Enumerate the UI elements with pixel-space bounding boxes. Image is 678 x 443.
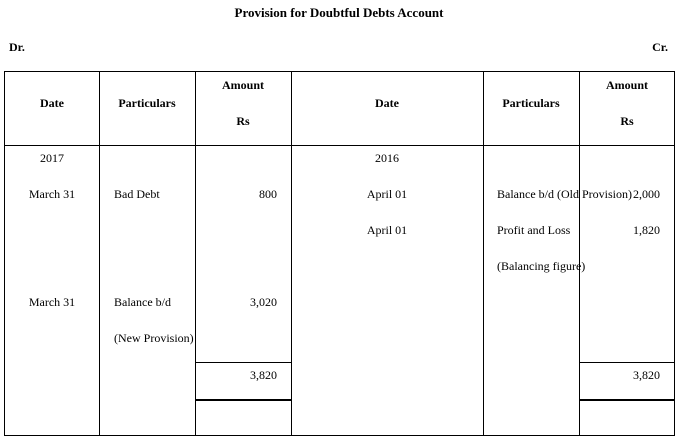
debit-entry-1-particulars: Bad Debt <box>114 187 160 201</box>
debit-entry-2-date: March 31 <box>28 295 76 309</box>
credit-entry-2-note: (Balancing figure) <box>497 259 586 273</box>
header-date-credit: Date <box>375 96 399 110</box>
debit-entry-1-date: March 31 <box>28 187 76 201</box>
credit-entry-2-date: April 01 <box>366 223 408 237</box>
header-particulars-debit: Particulars <box>118 96 176 110</box>
credit-year: 2016 <box>375 151 399 165</box>
debit-total-line-bottom <box>195 399 291 401</box>
debit-entry-2-note: (New Provision) <box>114 331 194 345</box>
col-divider <box>99 72 100 435</box>
debit-year: 2017 <box>40 151 64 165</box>
credit-total: 3,820 <box>633 368 660 382</box>
ledger-table <box>4 71 675 436</box>
header-amount-debit: Amount <box>221 78 264 92</box>
col-divider <box>291 72 292 435</box>
header-currency-credit: Rs <box>620 114 634 128</box>
credit-entry-2-particulars: Profit and Loss <box>497 223 571 237</box>
credit-total-line-top <box>579 362 674 363</box>
debit-entry-2-particulars: Balance b/d <box>114 295 171 309</box>
debit-total: 3,820 <box>250 368 277 382</box>
credit-side-label: Cr. <box>652 40 668 54</box>
debit-entry-2-amount: 3,020 <box>250 295 277 309</box>
credit-entry-1-date: April 01 <box>366 187 408 201</box>
header-currency-debit: Rs <box>236 114 250 128</box>
credit-entry-1-amount: 2,000 <box>633 187 660 201</box>
credit-entry-2-amount: 1,820 <box>633 223 660 237</box>
header-date-debit: Date <box>40 96 64 110</box>
debit-total-line-top <box>195 362 291 363</box>
header-divider <box>5 145 674 146</box>
account-title: Provision for Doubtful Debts Account <box>234 5 444 20</box>
debit-side-label: Dr. <box>9 40 25 54</box>
credit-entry-1-particulars: Balance b/d (Old Provision) <box>497 187 632 201</box>
header-particulars-credit: Particulars <box>502 96 560 110</box>
credit-total-line-bottom <box>579 399 674 401</box>
header-amount-credit: Amount <box>605 78 648 92</box>
debit-entry-1-amount: 800 <box>259 187 277 201</box>
col-divider <box>483 72 484 435</box>
